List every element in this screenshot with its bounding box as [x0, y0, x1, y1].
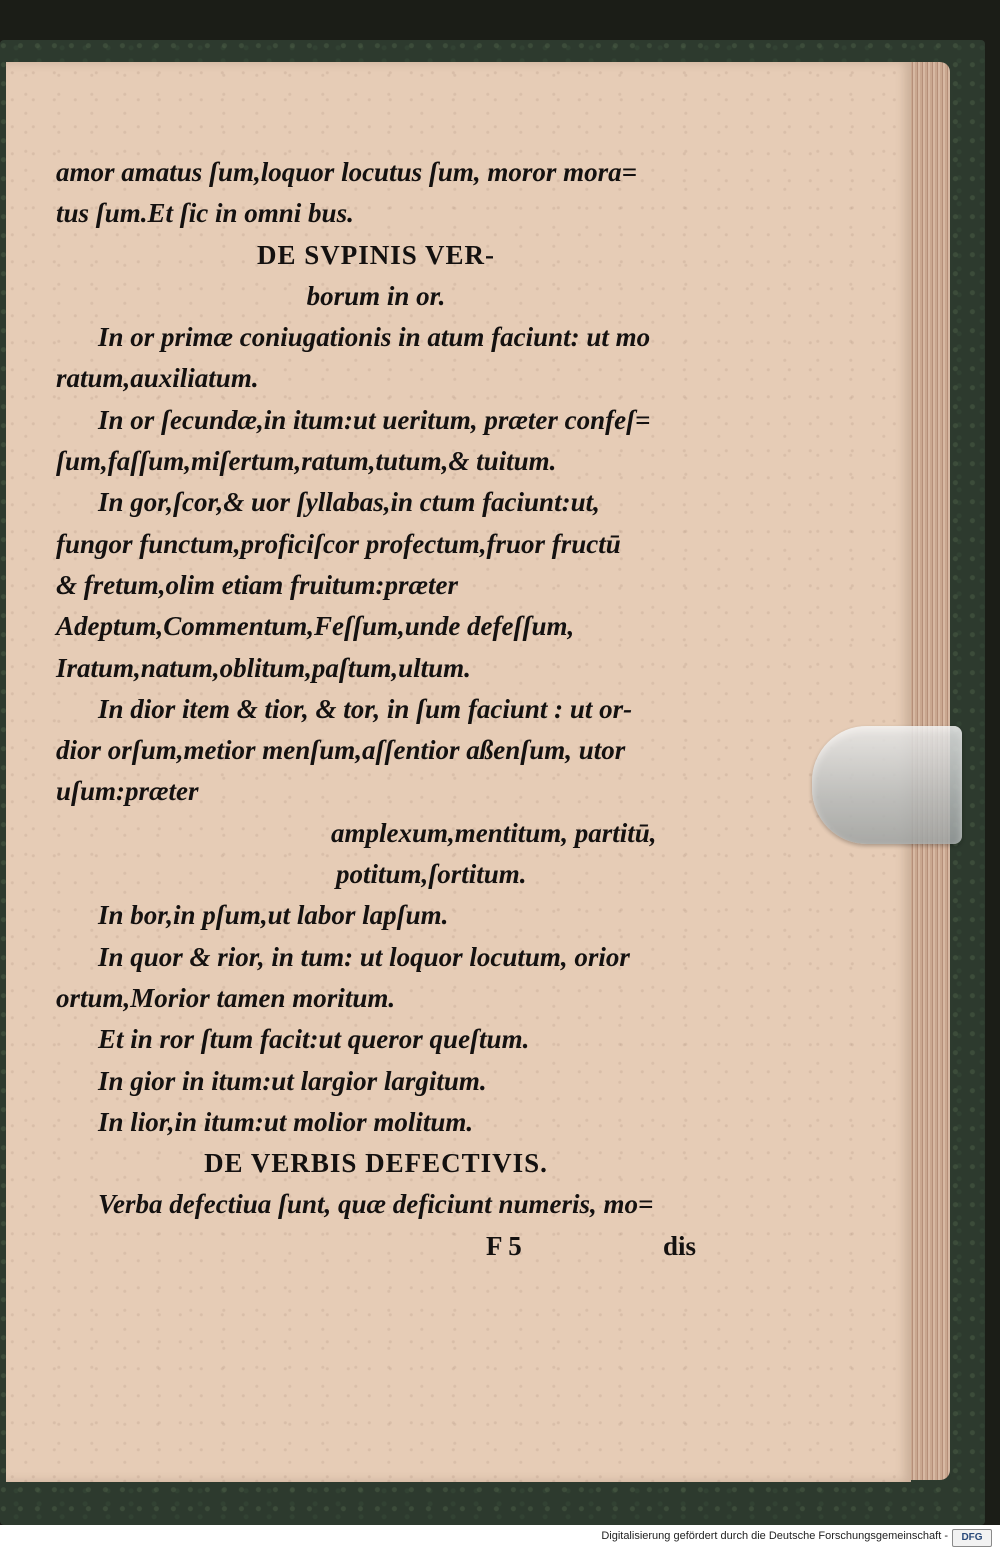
plastic-clip	[812, 726, 962, 844]
section-heading: DE VERBIS DEFECTIVIS.	[204, 1148, 548, 1179]
text-line: uſum:præter	[56, 776, 199, 807]
text-line: & fretum,olim etiam fruitum:præter	[56, 569, 459, 600]
text-line: In dior item & tior, & tor, in ſum faciunt : ut or-	[98, 693, 633, 724]
catchword: dis	[662, 1230, 696, 1261]
text-line: Adeptum,Commentum,Feſſum,unde defeſſum,	[56, 611, 575, 642]
book-page	[6, 62, 911, 1482]
section-heading-cont: borum in or.	[306, 280, 446, 311]
text-line: ratum,auxiliatum.	[56, 363, 259, 394]
text-line: Iratum,natum,oblitum,paſtum,ultum.	[56, 652, 471, 683]
page-text	[56, 152, 696, 1267]
text-line: amor amatus ſum,loquor locutus ſum, moror mora=	[56, 157, 638, 187]
text-line: In gior in itum:ut largior largitum.	[98, 1065, 487, 1096]
signature-mark: F 5	[486, 1230, 522, 1261]
text-line: dior orſum,metior menſum,aſſentior aßenſum, utor	[56, 735, 626, 766]
text-line: In or primæ coniugationis in atum faciunt: ut mo	[98, 322, 651, 353]
text-line: amplexum,mentitum, partitū,	[331, 817, 657, 848]
text-line: potitum,ſortitum.	[336, 859, 527, 890]
dfg-logo-icon: DFG	[952, 1529, 992, 1547]
text-line: In gor,ſcor,& uor ſyllabas,in ctum faciunt:ut,	[98, 487, 600, 518]
text-line: In bor,in pſum,ut labor lapſum.	[98, 900, 449, 931]
text-line: tus ſum.Et ſic in omni bus.	[56, 198, 354, 229]
text-line: In or ſecundæ,in itum:ut ueritum, præter confeſ=	[98, 404, 651, 435]
page-footer-line	[56, 1226, 696, 1267]
text-line: Verba defectiua ſunt, quæ deficiunt numeris, mo=	[98, 1189, 654, 1220]
text-line: ortum,Morior tamen moritum.	[56, 982, 396, 1013]
text-line: fungor functum,proficiſcor profectum,fruor fructū	[56, 528, 621, 559]
text-line: Et in ror ſtum facit:ut queror queſtum.	[98, 1024, 530, 1055]
funding-credit: Digitalisierung gefördert durch die Deutsche Forschungsgemeinschaft -	[601, 1530, 948, 1542]
footer-bar	[0, 1525, 1000, 1549]
section-heading: DE SVPINIS VER-	[256, 239, 496, 270]
text-line: In lior,in itum:ut molior molitum.	[98, 1106, 474, 1137]
text-line: In quor & rior, in tum: ut loquor locutum, orior	[98, 941, 630, 972]
text-line: ſum,faſſum,miſertum,ratum,tutum,& tuitum.	[56, 446, 557, 477]
